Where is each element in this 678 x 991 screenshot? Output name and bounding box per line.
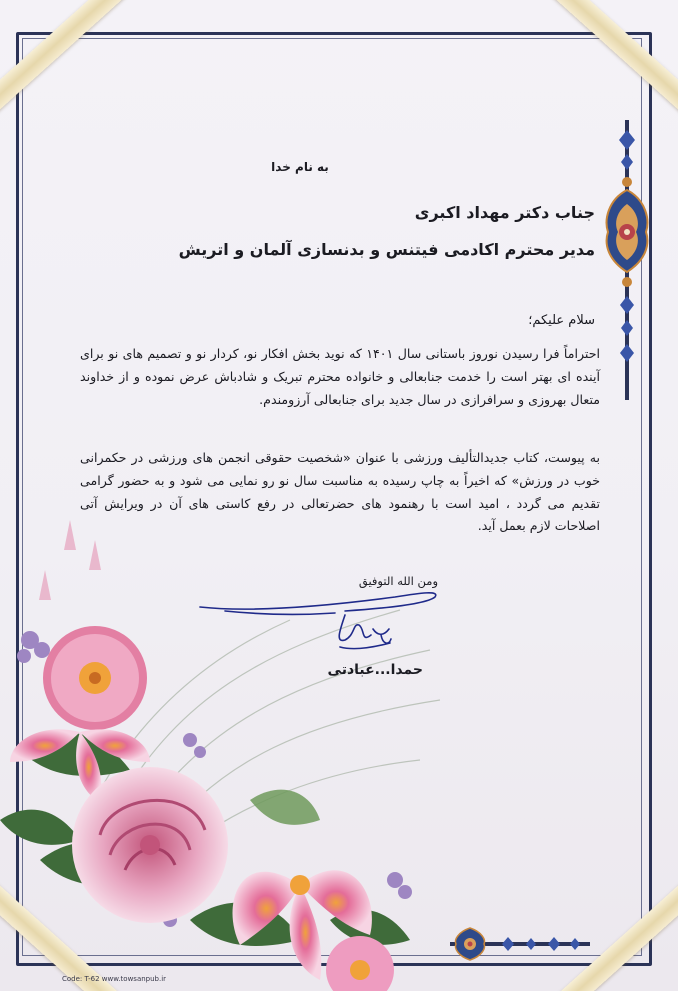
recipient-position: مدیر محترم اکادمی فیتنس و بدنسازی آلمان و اتریش bbox=[178, 240, 595, 259]
footer-print-code: Code: T-62 www.towsanpub.ir bbox=[62, 975, 167, 983]
invocation-heading: به نام خدا bbox=[271, 160, 329, 174]
closing-phrase: ومن الله التوفیق bbox=[358, 574, 438, 588]
persian-ornament-bottom bbox=[450, 926, 590, 962]
body-paragraph-2: به پیوست، کتاب جدیدالتألیف ورزشی با عنوان «شخصیت حقوقی انجمن های ورزشی در حکمرانی خوب در ورزش» که اخیراً به چاپ رسیده به مناسبت سال نو رو نمایی می شود و به حضور گرامی تقدیم می گردد ، امید است با رهنمود های حضرتعالی در رفع کاستی های آن در ویرایش آتی اصلاحات لازم بعمل آید. bbox=[80, 450, 600, 534]
body-paragraph-1: احتراماً فرا رسیدن نوروز باستانی سال ۱۴۰۱ که نوید بخش افکار نو، کردار نو و تصمیم های نو برای آینده ای بهتر است را خدمت جنابعالی و خانواده محترم تبریک و شادباش عرض نموده و از خداوند متعال بهروزی و سرافرازی در سال جدید برای جنابعالی آرزومندم. bbox=[80, 346, 600, 407]
handwritten-signature bbox=[195, 585, 445, 665]
signer-name: حمدا...عبادتی bbox=[327, 662, 423, 678]
persian-ornament-right bbox=[604, 120, 650, 400]
salutation: سلام علیکم؛ bbox=[528, 313, 595, 328]
recipient-name: جناب دکتر مهداد اکبری bbox=[414, 203, 595, 222]
